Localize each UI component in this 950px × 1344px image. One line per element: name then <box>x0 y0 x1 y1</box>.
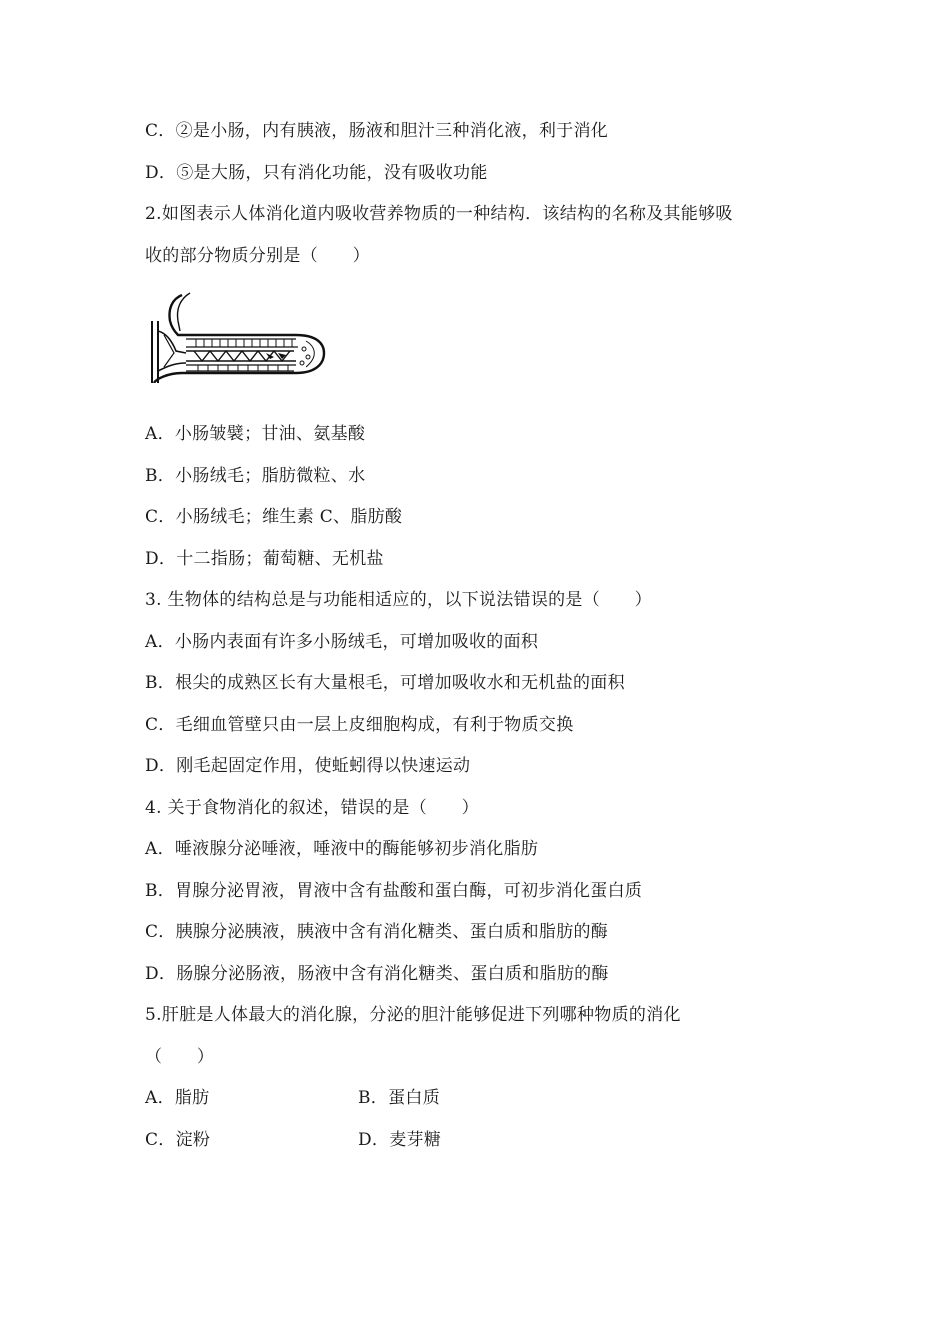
q5-option-a: A．脂肪 <box>145 1088 210 1108</box>
q3-option-b: B．根尖的成熟区长有大量根毛，可增加吸收水和无机盐的面积 <box>145 673 625 693</box>
q2-option-a: A．小肠皱襞；甘油、氨基酸 <box>145 424 366 444</box>
q2-option-d: D．十二指肠；葡萄糖、无机盐 <box>145 549 384 569</box>
q3-stem: 3. 生物体的结构总是与功能相适应的，以下说法错误的是（ ） <box>145 590 652 610</box>
q3-option-c: C．毛细血管壁只由一层上皮细胞构成，有利于物质交换 <box>145 715 574 735</box>
q5-stem-line2: （ ） <box>145 1047 215 1067</box>
q3-option-d: D．刚毛起固定作用，使蚯蚓得以快速运动 <box>145 756 471 776</box>
q2-option-c: C．小肠绒毛；维生素 C、脂肪酸 <box>145 507 403 527</box>
q5-option-d: D．麦芽糖 <box>358 1130 442 1150</box>
q2-option-b: B．小肠绒毛；脂肪微粒、水 <box>145 466 366 486</box>
q4-option-b: B．胃腺分泌胃液，胃液中含有盐酸和蛋白酶，可初步消化蛋白质 <box>145 881 643 901</box>
q4-option-a: A．唾液腺分泌唾液，唾液中的酶能够初步消化脂肪 <box>145 839 539 859</box>
q3-option-a: A．小肠内表面有许多小肠绒毛，可增加吸收的面积 <box>145 632 539 652</box>
q4-option-d: D．肠腺分泌肠液，肠液中含有消化糖类、蛋白质和脂肪的酶 <box>145 964 609 984</box>
q5-stem-line1: 5.肝脏是人体最大的消化腺，分泌的胆汁能够促进下列哪种物质的消化 <box>145 1005 681 1025</box>
q2-stem-line1: 2.如图表示人体消化道内吸收营养物质的一种结构．该结构的名称及其能够吸 <box>145 204 733 224</box>
q4-stem: 4. 关于食物消化的叙述，错误的是（ ） <box>145 798 479 818</box>
q5-option-c: C．淀粉 <box>145 1130 211 1150</box>
q1-option-c: C．②是小肠，内有胰液，肠液和胆汁三种消化液，利于消化 <box>145 121 609 141</box>
q5-option-b: B．蛋白质 <box>358 1088 440 1108</box>
q4-option-c: C．胰腺分泌胰液，胰液中含有消化糖类、蛋白质和脂肪的酶 <box>145 922 609 942</box>
q2-stem-line2: 收的部分物质分别是（ ） <box>145 246 370 266</box>
q1-option-d: D．⑤是大肠，只有消化功能，没有吸收功能 <box>145 163 488 183</box>
villus-diagram <box>146 291 326 383</box>
